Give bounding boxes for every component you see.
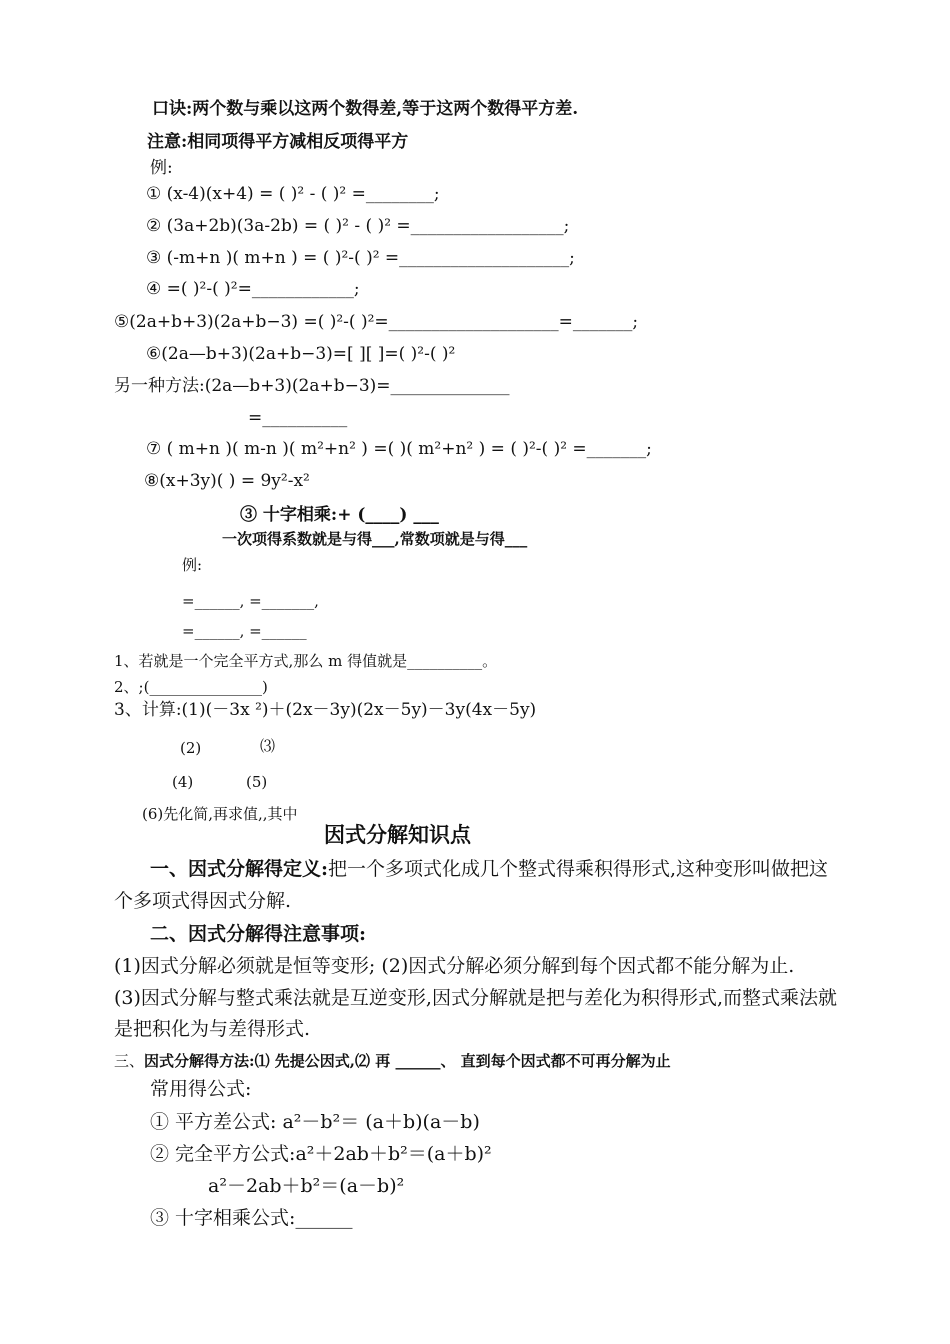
formulas-label: 常用得公式: [150, 1078, 252, 1100]
example-3: ③ (-m+n )( m+n ) = ( )²-( )² =____________________; [146, 248, 575, 268]
example-8: ⑧(x+3y)( ) = 9y²-x² [144, 471, 310, 491]
formula-cross-multiply: ③ 十字相乘公式:______ [150, 1207, 353, 1229]
exercise-2: 2、;(_______________) [114, 678, 268, 696]
mnemonic: 口诀:两个数与乘以这两个数得差,等于这两个数得平方差. [152, 99, 579, 119]
formula-perfect-square-minus: a²－2ab＋b²＝(a－b)² [208, 1175, 405, 1197]
example-label-2: 例: [182, 556, 203, 574]
exercise-3-part-6: (6)先化简,再求值,,其中 [142, 805, 298, 823]
definition-text: 把一个多项式化成几个整式得乘积得形式,这种变形叫做把这 [328, 858, 829, 880]
exercise-3-part-4: (4) [172, 773, 194, 791]
alternative-method: 另一种方法:(2a—b+3)(2a+b−3)=______________ [114, 376, 510, 396]
note-2: (3)因式分解与整式乘法就是互逆变形,因式分解就是把与差化为积得形式,而整式乘法就 [114, 987, 837, 1009]
example-6: ⑥(2a—b+3)(2a+b−3)=[ ][ ]=( )²-( )² [146, 344, 456, 364]
methods-text: ⑴ 先提公因式,⑵ 再 ______、 直到每个因式都不可再分解为止 [254, 1052, 671, 1070]
cross-multiply-heading: ③ 十字相乘:+ (____) ___ [240, 505, 439, 525]
definition-paragraph [150, 858, 828, 880]
methods-prefix: 三、 [114, 1052, 145, 1070]
notes-heading: 二、因式分解得注意事项: [150, 923, 367, 945]
methods-heading: 因式分解得方法: [144, 1052, 255, 1070]
blank-row-2: =______, =______ [182, 622, 307, 640]
exercise-3-part-2: (2) [180, 739, 202, 757]
example-4: ④ =( )²-( )²=____________; [146, 279, 360, 299]
blank-row-1: =______, =_______, [182, 592, 319, 610]
exercise-3-part-3: ⑶ [260, 737, 276, 755]
note-2-continued: 是把积化为与差得形式. [114, 1018, 311, 1040]
example-7: ⑦ ( m+n )( m-n )( m²+n² ) =( )( m²+n² ) = ( )²-( )² =_______; [146, 439, 652, 459]
cross-multiply-rule: 一次项得系数就是与得___,常数项就是与得___ [222, 530, 528, 548]
definition-text-2: 个多项式得因式分解. [114, 890, 292, 912]
example-5: ⑤(2a+b+3)(2a+b−3) =( )²-( )²=____________________=_______; [114, 312, 639, 332]
exercise-3-part-5: (5) [246, 773, 268, 791]
exercise-3: 3、计算:(1)(－3x ²)＋(2x－3y)(2x－5y)－3y(4x－5y) [114, 700, 537, 720]
example-1: ① (x-4)(x+4) = ( )² - ( )² =________; [146, 184, 440, 204]
section-title: 因式分解知识点 [324, 822, 471, 847]
definition-heading: 一、因式分解得定义: [150, 858, 329, 880]
formula-perfect-square-plus: ② 完全平方公式:a²＋2ab＋b²＝(a＋b)² [150, 1143, 492, 1165]
example-label: 例: [150, 158, 173, 178]
note-1: (1)因式分解必须就是恒等变形; (2)因式分解必须分解到每个因式都不能分解为止. [114, 955, 795, 977]
example-2: ② (3a+2b)(3a-2b) = ( )² - ( )² =__________________; [146, 216, 570, 236]
note: 注意:相同项得平方减相反项得平方 [147, 132, 409, 152]
formula-difference-of-squares: ① 平方差公式: a²－b²＝ (a＋b)(a－b) [150, 1111, 480, 1133]
alternative-result: =__________ [248, 408, 348, 428]
methods-line [114, 1050, 671, 1072]
exercise-1: 1、若就是一个完全平方式,那么 m 得值就是__________。 [114, 652, 498, 670]
